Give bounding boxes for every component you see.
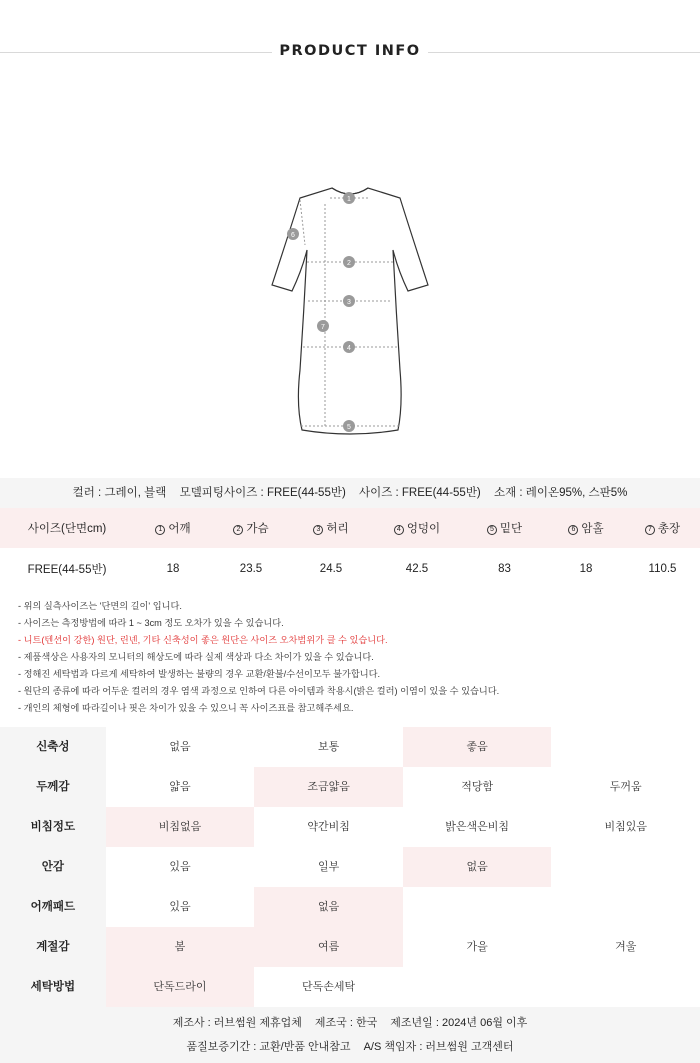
header-length: 7 총장 (625, 520, 700, 536)
attr-option-selected: 여름 (254, 927, 403, 967)
attr-row-lining (0, 847, 700, 887)
marker-3 (343, 295, 355, 307)
attr-option: 얇음 (106, 767, 255, 807)
attr-option: 약간비침 (254, 807, 403, 847)
num-badge-4: 4 (394, 525, 404, 535)
svg-text:2: 2 (347, 260, 351, 267)
attr-option: 비침있음 (551, 807, 700, 847)
attr-option-empty (551, 727, 700, 767)
note-item: - 사이즈는 측정방법에 따라 1 ~ 3cm 정도 오차가 있을 수 있습니다. (18, 618, 284, 628)
marker-2 (343, 256, 355, 268)
svg-text:4: 4 (347, 345, 351, 352)
num-badge-2: 2 (233, 525, 243, 535)
attr-option-selected: 비침없음 (106, 807, 255, 847)
manufacturer-footer (0, 1007, 700, 1063)
attr-option-selected: 단독드라이 (106, 967, 255, 1007)
header-armhole: 6 암홀 (547, 520, 625, 536)
note-item: - 위의 실측사이즈는 '단면의 길이' 입니다. (18, 601, 182, 611)
attr-option: 있음 (106, 847, 255, 887)
header-waist: 3 허리 (290, 520, 372, 536)
attr-row-washing (0, 967, 700, 1007)
num-badge-1: 1 (155, 525, 165, 535)
attr-row-sheerness (0, 807, 700, 847)
dress-outline (272, 188, 428, 434)
attribute-table (0, 727, 700, 1007)
svg-text:6: 6 (291, 232, 295, 239)
note-item: - 제품색상은 사용자의 모니터의 해상도에 따라 실제 색상과 다소 차이가 있을 수 있습니다. (18, 652, 374, 662)
cell-length: 110.5 (648, 563, 677, 575)
svg-text:3: 3 (347, 299, 351, 306)
header-divider-right (428, 52, 700, 53)
size-table-row (0, 548, 700, 590)
num-badge-6: 6 (568, 525, 578, 535)
marker-4 (343, 341, 355, 353)
attr-row-stretch (0, 727, 700, 767)
note-item-warning: - 니트(텐션이 강한) 원단, 린넨, 기타 신축성이 좋은 원단은 사이즈 오차범위가 클 수 있습니다. (18, 635, 388, 645)
size-table-header (0, 508, 700, 548)
size-table (0, 508, 700, 590)
attr-option: 없음 (106, 727, 255, 767)
attr-option-selected: 없음 (403, 847, 552, 887)
product-info-header (0, 38, 700, 68)
header-size: 사이즈(단면cm) (27, 523, 107, 535)
marker-5 (343, 420, 355, 432)
attr-option-empty (551, 887, 700, 927)
attr-row-season (0, 927, 700, 967)
svg-text:1: 1 (347, 196, 351, 203)
attr-row-thickness (0, 767, 700, 807)
spec-material: 소재 : 레이온95%, 스판5% (493, 487, 628, 499)
cell-size: FREE(44-55반) (27, 564, 107, 576)
spec-summary (0, 478, 700, 508)
attr-option: 밝은색은비침 (403, 807, 552, 847)
attr-option: 가을 (403, 927, 552, 967)
attr-option: 단독손세탁 (254, 967, 403, 1007)
header-chest: 2 가슴 (212, 520, 290, 536)
spec-size: 사이즈 : FREE(44-55반) (359, 487, 481, 499)
cell-waist: 24.5 (319, 563, 343, 575)
cell-hip: 42.5 (405, 563, 429, 575)
attr-option: 적당함 (403, 767, 552, 807)
footer-line-2 (0, 1035, 700, 1059)
marker-7 (317, 320, 329, 332)
attr-option-selected: 봄 (106, 927, 255, 967)
cell-hem: 83 (498, 563, 511, 575)
attr-label: 신축성 (0, 727, 106, 767)
attr-label: 세탁방법 (0, 967, 106, 1007)
spec-model-size: 모델피팅사이즈 : FREE(44-55반) (179, 487, 346, 499)
page-title: PRODUCT INFO (279, 43, 421, 59)
attr-label: 어깨패드 (0, 887, 106, 927)
footer-warranty: 품질보증기간 : 교환/반품 안내참고 (186, 1041, 351, 1053)
attr-option: 겨울 (551, 927, 700, 967)
num-badge-3: 3 (313, 525, 323, 535)
note-item: - 정해진 세탁법과 다르게 세탁하여 발생하는 불량의 경우 교환/환불/수선이모두 불가합니다. (18, 669, 381, 679)
attr-option: 두꺼움 (551, 767, 700, 807)
attr-option-selected: 없음 (254, 887, 403, 927)
footer-as: A/S 책임자 : 러브썸원 고객센터 (363, 1041, 514, 1053)
note-item: - 개인의 체형에 따라길이나 핏은 차이가 있을 수 있으니 꼭 사이즈표를 참고해주세요. (18, 703, 354, 713)
attr-option: 있음 (106, 887, 255, 927)
footer-country: 제조국 : 한국 (314, 1017, 378, 1029)
num-badge-7: 7 (645, 525, 655, 535)
cell-chest: 23.5 (239, 563, 263, 575)
attr-label: 두께감 (0, 767, 106, 807)
svg-text:5: 5 (347, 424, 351, 431)
footer-date: 제조년일 : 2024년 06월 이후 (390, 1017, 528, 1029)
notes-list (18, 598, 688, 717)
attr-option-empty (403, 967, 552, 1007)
attr-option: 일부 (254, 847, 403, 887)
dress-measurement-diagram (250, 180, 450, 440)
attr-option: 보통 (254, 727, 403, 767)
attr-option-selected: 조금얇음 (254, 767, 403, 807)
attr-option-empty (403, 887, 552, 927)
note-item: - 원단의 종류에 따라 어두운 컬러의 경우 염색 과정으로 인하여 다른 아이템과 착용시(밝은 컬러) 이염이 있을 수 있습니다. (18, 686, 500, 696)
cell-shoulder: 18 (166, 563, 180, 575)
attr-label: 비침정도 (0, 807, 106, 847)
header-hem: 5 밑단 (462, 520, 547, 536)
attr-label: 계절감 (0, 927, 106, 967)
cell-armhole: 18 (579, 563, 593, 575)
footer-manufacturer: 제조사 : 러브썸원 제휴업체 (172, 1017, 302, 1029)
spec-color: 컬러 : 그레이, 블랙 (72, 487, 167, 499)
svg-text:7: 7 (321, 324, 325, 331)
attr-option-empty (551, 847, 700, 887)
attr-label: 안감 (0, 847, 106, 887)
marker-6 (287, 228, 299, 240)
header-hip: 4 엉덩이 (372, 520, 462, 536)
num-badge-5: 5 (487, 525, 497, 535)
footer-line-1 (0, 1011, 700, 1035)
attr-row-shoulder-pad (0, 887, 700, 927)
attr-option-selected: 좋음 (403, 727, 552, 767)
marker-1 (343, 192, 355, 204)
attr-option-empty (551, 967, 700, 1007)
header-shoulder: 1 어깨 (134, 520, 212, 536)
